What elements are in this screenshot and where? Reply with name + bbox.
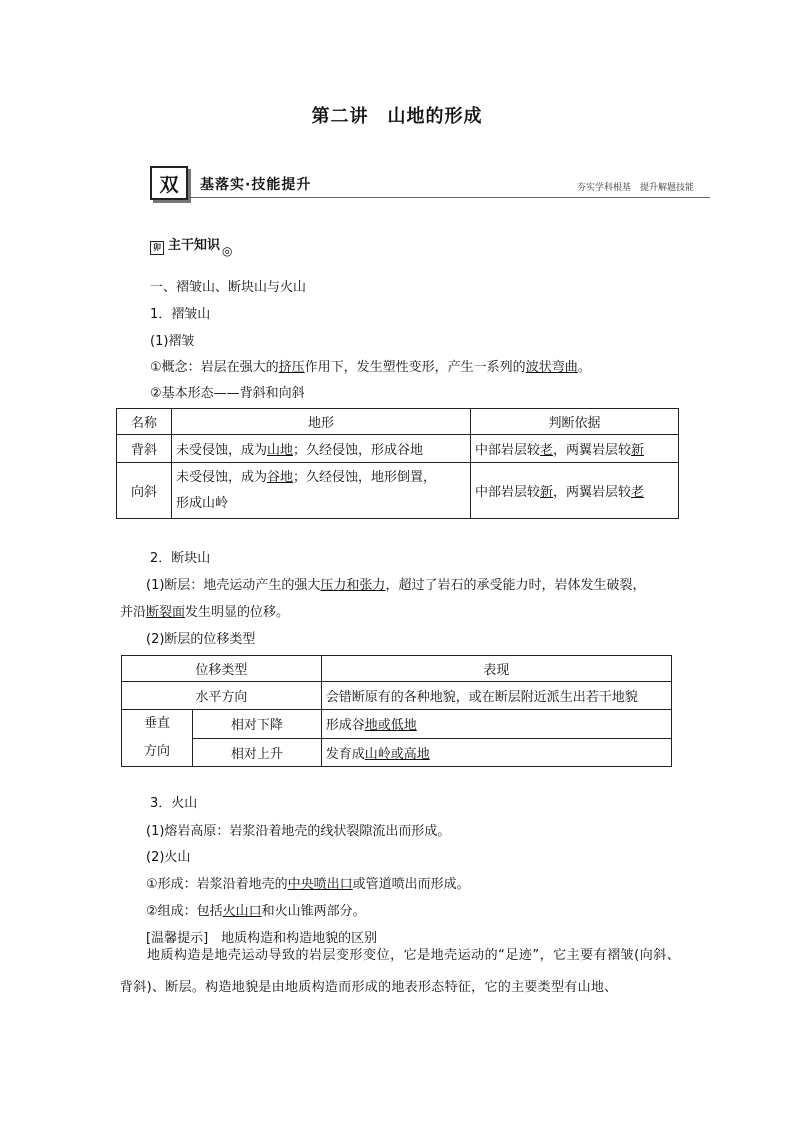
section-heading	[150, 234, 233, 258]
explanation-paragraph: 地质构造是地壳运动导致的岩层变形变位，它是地壳运动的“足迹”，它主要有褶皱(向斜、背斜)、断层。构造地貌是由地质构造而形成的地表形态特征，它的主要类型有山地、	[120, 948, 680, 995]
table-header: 判断依据	[471, 409, 679, 435]
section-banner	[150, 166, 710, 200]
s2-types: (2)断层的位移类型	[146, 632, 256, 647]
s3-title: 3．火山	[150, 796, 198, 811]
table-row: 垂直 方向 相对下降 形成谷地或低地	[122, 710, 672, 739]
table-header: 名称	[117, 409, 172, 435]
s3-form: ①形成：岩浆沿着地壳的中央喷出口或管道喷出而形成。	[146, 877, 470, 892]
s3-lava: (1)熔岩高原：岩浆沿着地壳的线状裂隙流出而形成。	[146, 824, 451, 839]
heading-1: 一、褶皱山、断块山与火山	[150, 280, 307, 295]
s2-fault: (1)断层：地壳运动产生的强大压力和张力，超过了岩石的承受能力时，岩体发生破裂，	[146, 578, 646, 593]
s2-fault-cont: 并沿断裂面发生明显的位移。	[120, 605, 290, 620]
banner-subtitle: 夯实学科根基 提升解题技能	[576, 183, 694, 193]
table-row: 背斜 未受侵蚀，成为山地；久经侵蚀，形成谷地 中部岩层较老，两翼岩层较新	[117, 435, 679, 463]
table-header: 位移类型	[122, 656, 322, 682]
tip: [温馨提示] 地质构造和构造地貌的区别	[146, 931, 378, 946]
pen-icon: 卯	[150, 241, 164, 255]
s1-forms: ②基本形态——背斜和向斜	[150, 386, 305, 401]
table-row: 向斜 未受侵蚀，成为谷地；久经侵蚀，地形倒置， 形成山岭 中部岩层较新，两翼岩层较老	[117, 463, 679, 519]
s1-title: 1．褶皱山	[150, 307, 211, 322]
banner-title: 基落实·技能提升	[200, 177, 312, 193]
table-row: 水平方向 会错断原有的各种地貌，或在断层附近派生出若干地貌	[122, 682, 672, 710]
banner-icon: 双	[150, 166, 188, 200]
page-title: 第二讲 山地的形成	[311, 106, 483, 127]
s1-concept: ①概念：岩层在强大的挤压作用下，发生塑性变形，产生一系列的波状弯曲。	[150, 360, 591, 375]
table-header: 表现	[321, 656, 671, 682]
s3-sub2: (2)火山	[146, 850, 191, 865]
banner-rule	[188, 197, 710, 198]
s3-comp: ②组成：包括火山口和火山锥两部分。	[146, 904, 366, 919]
fold-table	[116, 408, 679, 519]
table-header: 地形	[172, 409, 471, 435]
s2-title: 2．断块山	[150, 551, 211, 566]
fault-table	[121, 655, 672, 767]
table-row: 相对上升 发育成山岭或高地	[122, 738, 672, 767]
s1-sub1: (1)褶皱	[150, 334, 195, 349]
circle-mark: ◎	[222, 244, 233, 258]
section-label: 主干知识	[168, 238, 221, 253]
